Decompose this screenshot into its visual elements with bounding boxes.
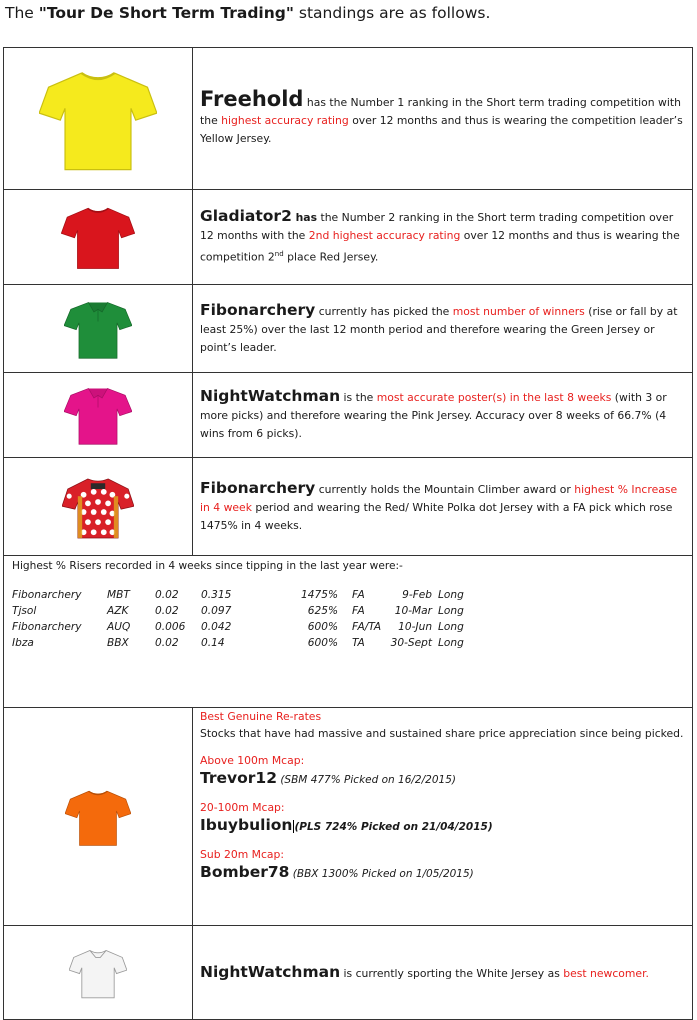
standings-table [3,47,693,1020]
page-heading: The "Tour De Short Term Trading" standings are as follows. [5,4,491,22]
rerates-row [4,708,692,926]
polka-dot-jersey-icon [62,474,134,540]
rerate-entry: Trevor12 (SBM 477% Picked on 16/2/2015) [200,769,456,787]
risers-row [4,556,692,708]
rerate-entry: Bomber78 (BBX 1300% Picked on 1/05/2015) [200,863,474,881]
orange-tshirt-icon [65,787,131,847]
table-row: Tjsol AZK 0.02 0.097 625% FA 10-Mar Long [12,605,464,617]
pink-jersey-description: NightWatchman is the most accurate poster(s) in the last 8 weeks (with 3 or more picks) and therefore wearing the Pink Jersey. Accuracy over 8 weeks of 66.7% (4 wins from 6 picks). [200,387,667,440]
rerates-description: Stocks that have had massive and sustained share price appreciation since being picked. [200,727,684,740]
green-polo-icon [64,298,132,360]
rerates-title: Best Genuine Re-rates [200,710,322,723]
standings-row-green [4,285,692,373]
risers-title: Highest % Risers recorded in 4 weeks since tipping in the last year were:- [12,560,403,572]
polka-jersey-description: Fibonarchery currently holds the Mountain Climber award or highest % Increase in 4 week period and wearing the Red/ White Polka dot Jersey with a FA pick which rose 1475% in 4 weeks. [200,478,678,532]
rerate-label: Sub 20m Mcap: [200,848,285,861]
points-leader-name: Fibonarchery [200,300,316,319]
pink-polo-icon [64,384,132,446]
table-row: Ibza BBX 0.02 0.14 600% TA 30-Sept Long [12,637,464,649]
table-row: Fibonarchery MBT 0.02 0.315 1475% FA 9-Feb Long [12,589,464,601]
rerate-label: Above 100m Mcap: [200,754,305,767]
rerate-entry: Ibuybulion (PLS 724% Picked on 21/04/2015) [200,816,493,834]
yellow-tshirt-icon [39,66,157,172]
green-jersey-description: Fibonarchery currently has picked the most number of winners (rise or fall by at least 25%) over the last 12 month period and therefore wearing the Green Jersey or point’s leader. [200,300,678,354]
risers-table [12,587,464,651]
standings-row-polka [4,458,692,556]
pink-jersey-holder-name: NightWatchman [200,387,341,405]
standings-row-white [4,926,692,1019]
second-place-name: Gladiator2 [200,207,292,226]
table-row: Fibonarchery AUQ 0.006 0.042 600% FA/TA 10-Jun Long [12,621,464,633]
leader-name: Freehold [200,86,304,111]
red-tshirt-icon [61,204,135,270]
mountain-climber-name: Fibonarchery [200,478,316,497]
white-tshirt-icon [69,947,127,999]
red-jersey-description: Gladiator2 has the Number 2 ranking in the Short term trading competition over 12 months with the 2nd highest accuracy rating over 12 months and thus is wearing the competition 2nd place Red Jersey. [200,207,680,264]
best-newcomer-name: NightWatchman [200,962,341,981]
standings-row-red [4,190,692,285]
rerate-label: 20-100m Mcap: [200,801,285,814]
standings-row-yellow [4,48,692,190]
yellow-jersey-description: Freehold has the Number 1 ranking in the Short term trading competition with the highest accuracy rating over 12 months and thus is wearing the competition leader’s Yellow Jersey. [200,86,683,145]
white-jersey-description: NightWatchman is currently sporting the White Jersey as best newcomer. [200,962,649,981]
standings-row-pink [4,373,692,458]
